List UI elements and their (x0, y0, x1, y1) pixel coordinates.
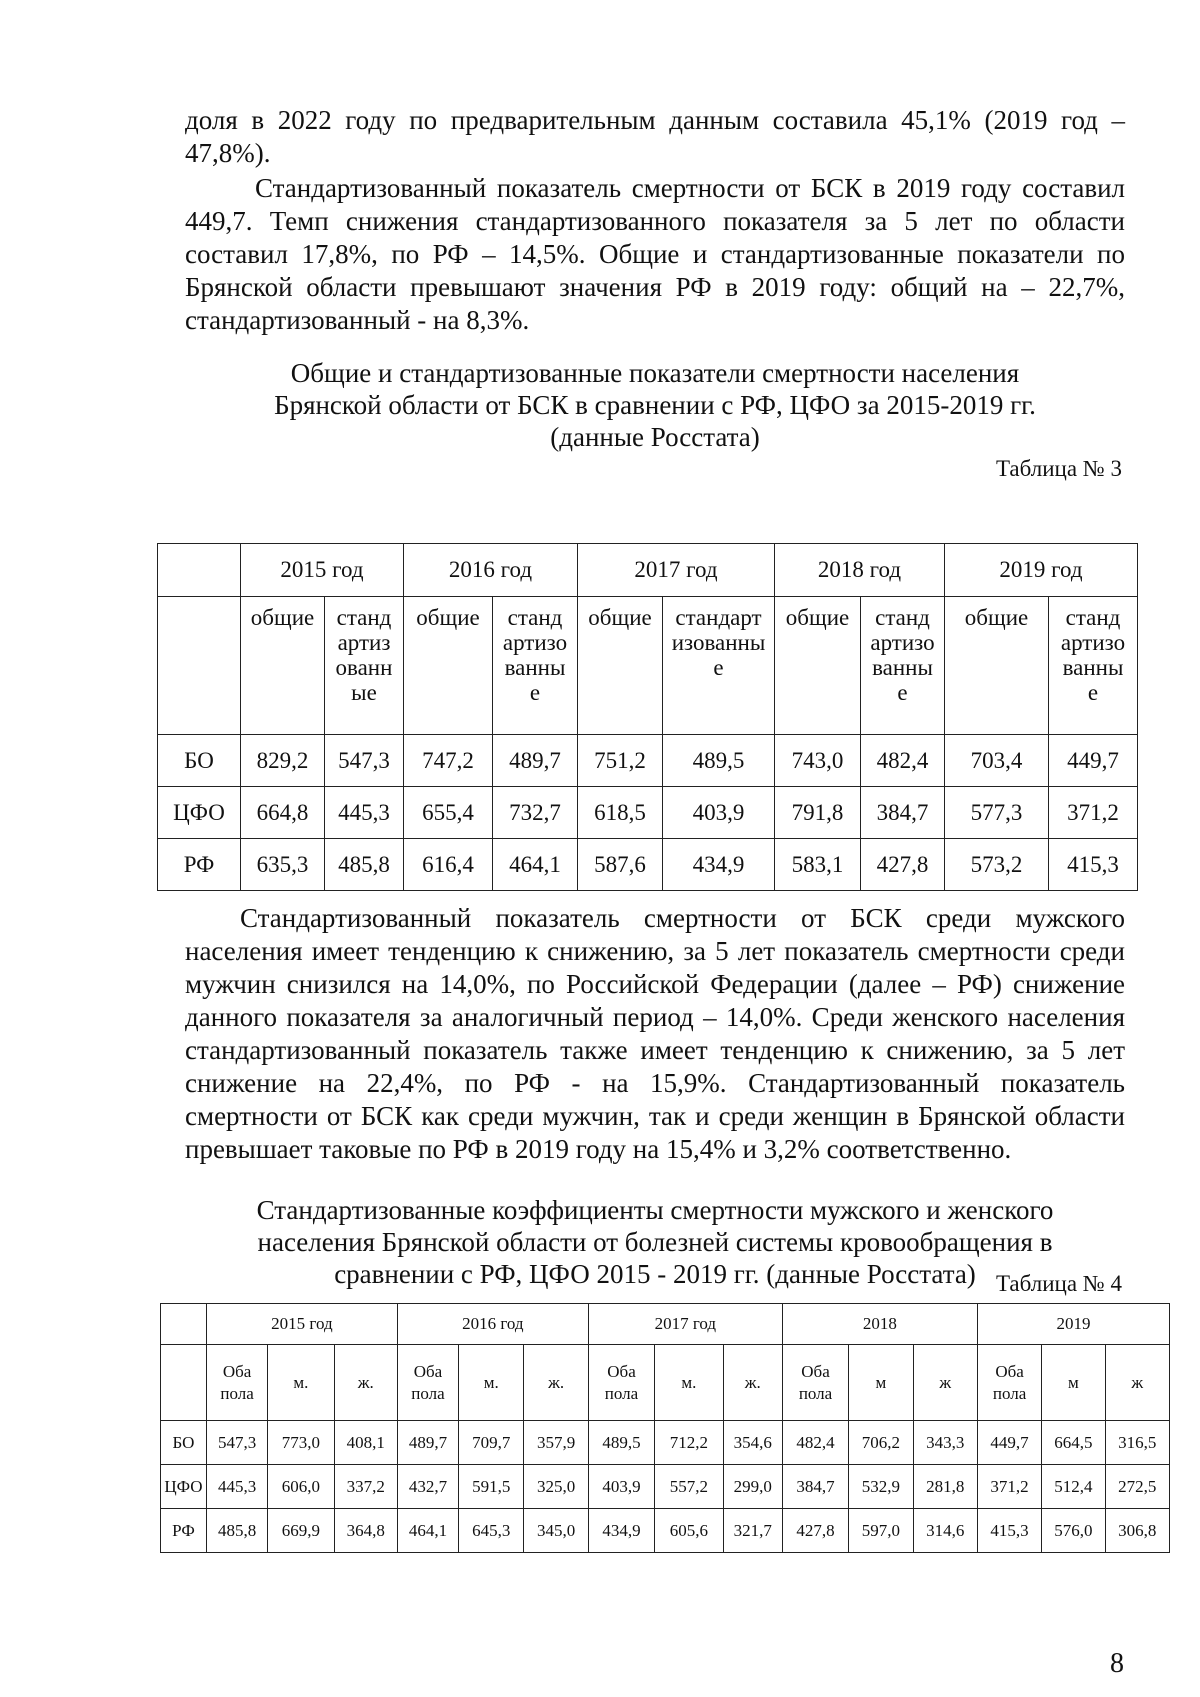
table3-cell: 482,4 (861, 735, 945, 787)
table4-cell: 354,6 (723, 1421, 782, 1465)
table3-cell: 618,5 (578, 787, 663, 839)
table3-subheader: общие (945, 597, 1049, 735)
table3-year-row (158, 544, 1138, 597)
table3-cell: 829,2 (241, 735, 325, 787)
table4-cell: 316,5 (1105, 1421, 1169, 1465)
table3-cell: 464,1 (493, 839, 578, 891)
table4-year: 2018 (782, 1304, 977, 1345)
table3-corner-cell (158, 544, 241, 597)
table3-cell: 751,2 (578, 735, 663, 787)
table4-year: 2015 год (206, 1304, 397, 1345)
table3-year: 2019 год (945, 544, 1138, 597)
table3-year: 2018 год (775, 544, 945, 597)
table4-cell: 337,2 (334, 1465, 397, 1509)
table4-blank-cell (161, 1345, 207, 1421)
table4-subheader: м (849, 1345, 913, 1421)
table3-cell: 415,3 (1049, 839, 1138, 891)
table4-subheader: м. (459, 1345, 524, 1421)
paragraph-standardized-rate: Стандартизованный показатель смертности от БСК в 2019 году составил 449,7. Темп снижения стандартизованного показателя за 5 лет по области составил 17,8%, по РФ – 14,5%. Общие и стандартизованные показатели по Брянской области превышают значения РФ в 2019 году: общий на – 22,7%, стандартизованный - на 8,3%. (185, 173, 1125, 335)
table3-year: 2017 год (578, 544, 775, 597)
table3-blank-cell (158, 597, 241, 735)
table3-year: 2016 год (404, 544, 578, 597)
table3-year: 2015 год (241, 544, 404, 597)
table4-subheader: м. (655, 1345, 723, 1421)
table3-cell: 655,4 (404, 787, 493, 839)
table4-cell: 597,0 (849, 1509, 913, 1553)
table4-subheader: м. (268, 1345, 334, 1421)
table3-subheader: общие (775, 597, 861, 735)
table4-cell: 427,8 (782, 1509, 848, 1553)
table3-subheader: станд артизо ванны е (861, 597, 945, 735)
table4-cell: 449,7 (977, 1421, 1041, 1465)
table3-subheader: общие (404, 597, 493, 735)
table3-cell: 427,8 (861, 839, 945, 891)
table4-year: 2019 (977, 1304, 1169, 1345)
table4-cell: 432,7 (397, 1465, 458, 1509)
table3-cell: 403,9 (663, 787, 775, 839)
table3-subheader: общие (578, 597, 663, 735)
table3-row-label: ЦФО (158, 787, 241, 839)
table4-subheader: ж. (334, 1345, 397, 1421)
table3-row (158, 839, 1138, 891)
table4-cell: 591,5 (459, 1465, 524, 1509)
table4-cell: 605,6 (655, 1509, 723, 1553)
table4-subheader-row (161, 1345, 1170, 1421)
table4-cell: 489,5 (588, 1421, 654, 1465)
table4-cell: 314,6 (913, 1509, 977, 1553)
table3-row (158, 787, 1138, 839)
table3-title-line3: (данные Росстата) (550, 422, 760, 452)
table4-cell: 712,2 (655, 1421, 723, 1465)
table3-cell: 384,7 (861, 787, 945, 839)
table3-cell: 732,7 (493, 787, 578, 839)
table4-cell: 645,3 (459, 1509, 524, 1553)
table3-cell: 371,2 (1049, 787, 1138, 839)
table3-cell: 635,3 (241, 839, 325, 891)
table4-cell: 576,0 (1042, 1509, 1105, 1553)
table4-cell: 281,8 (913, 1465, 977, 1509)
table4-row-label: РФ (161, 1509, 207, 1553)
table4-cell: 547,3 (206, 1421, 267, 1465)
paragraph-intro: доля в 2022 году по предварительным данным составила 45,1% (2019 год – 47,8%). (185, 105, 1125, 168)
table3-title-line2: Брянской области от БСК в сравнении с РФ, ЦФО за 2015-2019 гг. (274, 390, 1036, 420)
table4-subheader: Оба пола (977, 1345, 1041, 1421)
table4-cell: 371,2 (977, 1465, 1041, 1509)
table4-cell: 272,5 (1105, 1465, 1169, 1509)
table4-subheader: Оба пола (206, 1345, 267, 1421)
table4-cell: 415,3 (977, 1509, 1041, 1553)
table3-title (185, 357, 1125, 453)
table3-cell: 583,1 (775, 839, 861, 891)
table3-cell: 587,6 (578, 839, 663, 891)
table4-cell: 669,9 (268, 1509, 334, 1553)
table3-cell: 434,9 (663, 839, 775, 891)
table3-cell: 489,5 (663, 735, 775, 787)
table3-subheader: общие (241, 597, 325, 735)
table3-cell: 743,0 (775, 735, 861, 787)
table3-row (158, 735, 1138, 787)
table4-subheader: ж. (524, 1345, 588, 1421)
table4-cell: 464,1 (397, 1509, 458, 1553)
table4-year: 2016 год (397, 1304, 588, 1345)
table4-cell: 403,9 (588, 1465, 654, 1509)
table4-cell: 434,9 (588, 1509, 654, 1553)
table4-cell: 408,1 (334, 1421, 397, 1465)
table4-cell: 325,0 (524, 1465, 588, 1509)
table3-subheader: стандарт изованны е (663, 597, 775, 735)
table3-cell: 703,4 (945, 735, 1049, 787)
table3-cell: 489,7 (493, 735, 578, 787)
table3-cell: 449,7 (1049, 735, 1138, 787)
table4-row-label: БО (161, 1421, 207, 1465)
table4-cell: 306,8 (1105, 1509, 1169, 1553)
table3-label: Таблица № 3 (995, 456, 1122, 481)
table3 (157, 543, 1138, 891)
table4-cell: 364,8 (334, 1509, 397, 1553)
table4-title-line3: сравнении с РФ, ЦФО 2015 - 2019 гг. (данные Росстата) (334, 1259, 976, 1289)
table4 (160, 1303, 1170, 1553)
table4-year-row (161, 1304, 1170, 1345)
table3-cell: 445,3 (325, 787, 404, 839)
table4-subheader: м (1042, 1345, 1105, 1421)
table4-row (161, 1421, 1170, 1465)
table3-row-label: БО (158, 735, 241, 787)
table4-subheader: ж (1105, 1345, 1169, 1421)
table3-cell: 616,4 (404, 839, 493, 891)
table3-cell: 547,3 (325, 735, 404, 787)
table4-cell: 345,0 (524, 1509, 588, 1553)
table3-cell: 747,2 (404, 735, 493, 787)
table4-row-label: ЦФО (161, 1465, 207, 1509)
table4-cell: 512,4 (1042, 1465, 1105, 1509)
table4-cell: 321,7 (723, 1509, 782, 1553)
table3-cell: 577,3 (945, 787, 1049, 839)
table4-cell: 532,9 (849, 1465, 913, 1509)
table4-subheader: ж (913, 1345, 977, 1421)
table4-subheader: Оба пола (782, 1345, 848, 1421)
table3-subheader-row (158, 597, 1138, 735)
table4-cell: 664,5 (1042, 1421, 1105, 1465)
table3-subheader: станд артиз ованн ые (325, 597, 404, 735)
table4-cell: 557,2 (655, 1465, 723, 1509)
table4-cell: 606,0 (268, 1465, 334, 1509)
table4-cell: 489,7 (397, 1421, 458, 1465)
table4-title (185, 1194, 1125, 1290)
table4-corner-cell (161, 1304, 207, 1345)
table3-row-label: РФ (158, 839, 241, 891)
table4-subheader: Оба пола (588, 1345, 654, 1421)
table4-year: 2017 год (588, 1304, 782, 1345)
table4-title-line1: Стандартизованные коэффициенты смертности мужского и женского (256, 1195, 1054, 1225)
table4-cell: 445,3 (206, 1465, 267, 1509)
table4-cell: 299,0 (723, 1465, 782, 1509)
table4-cell: 773,0 (268, 1421, 334, 1465)
table4-cell: 485,8 (206, 1509, 267, 1553)
table3-subheader: станд артизо ванны е (493, 597, 578, 735)
table3-cell: 664,8 (241, 787, 325, 839)
table4-title-line2: населения Брянской области от болезней системы кровообращения в (257, 1227, 1053, 1257)
table4-label: Таблица № 4 (995, 1271, 1122, 1296)
table4-subheader: Оба пола (397, 1345, 458, 1421)
table3-title-line1: Общие и стандартизованные показатели смертности населения (290, 358, 1020, 388)
table3-subheader: станд артизо ванны е (1049, 597, 1138, 735)
table4-cell: 343,3 (913, 1421, 977, 1465)
table4-row (161, 1465, 1170, 1509)
table4-cell: 384,7 (782, 1465, 848, 1509)
table4-cell: 706,2 (849, 1421, 913, 1465)
table4-cell: 482,4 (782, 1421, 848, 1465)
table4-subheader: ж. (723, 1345, 782, 1421)
table3-cell: 485,8 (325, 839, 404, 891)
table3-cell: 791,8 (775, 787, 861, 839)
table4-cell: 709,7 (459, 1421, 524, 1465)
table4-cell: 357,9 (524, 1421, 588, 1465)
table3-cell: 573,2 (945, 839, 1049, 891)
table4-row (161, 1509, 1170, 1553)
page-number: 8 (1110, 1648, 1124, 1679)
paragraph-gender-rates: Стандартизованный показатель смертности от БСК среди мужского населения имеет тенденцию к снижению, за 5 лет показатель смертности среди мужчин снизился на 14,0%, по Российской Федерации (далее – РФ) снижение данного показателя за аналогичный период – 14,0%. Среди женского населения стандартизованный показатель также имеет тенденцию к снижению, за 5 лет снижение на 22,4%, по РФ - на 15,9%. Стандартизованный показатель смертности от БСК как среди мужчин, так и среди женщин в Брянской области превышает таковые по РФ в 2019 году на 15,4% и 3,2% соответственно. (185, 903, 1125, 1164)
